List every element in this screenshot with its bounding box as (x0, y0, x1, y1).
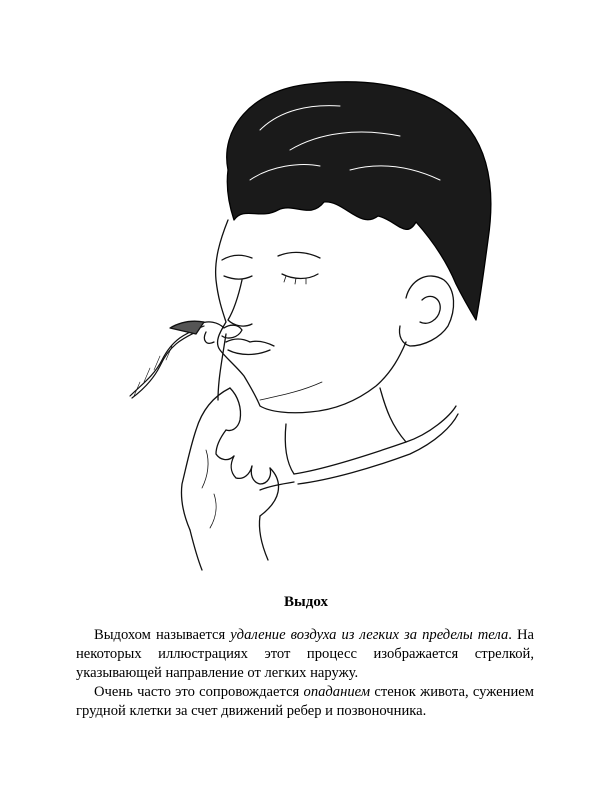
paragraph-1 (76, 626, 534, 683)
paragraph-1-emphasis: удаление воздуха из легких за пределы тела (230, 627, 509, 643)
paragraph-2-before: Очень часто это сопровождается (94, 684, 304, 700)
body-text (76, 626, 534, 721)
paragraph-2 (76, 683, 534, 721)
boy-exhaling-drawing (110, 70, 510, 575)
section-heading: Выдох (284, 594, 328, 610)
boy-exhaling-illustration (110, 70, 510, 575)
paragraph-1-before: Выдохом называется (94, 627, 231, 643)
paragraph-1-after: . На некоторых иллюстрациях этот процесс изображается стрелкой, указывающей направление от легких наружу. (76, 627, 534, 681)
paragraph-2-emphasis: опаданием (303, 684, 371, 700)
paragraph-2-after: стенок живота, сужением грудной клетки за счет движений ребер и позвоночника. (76, 684, 534, 719)
